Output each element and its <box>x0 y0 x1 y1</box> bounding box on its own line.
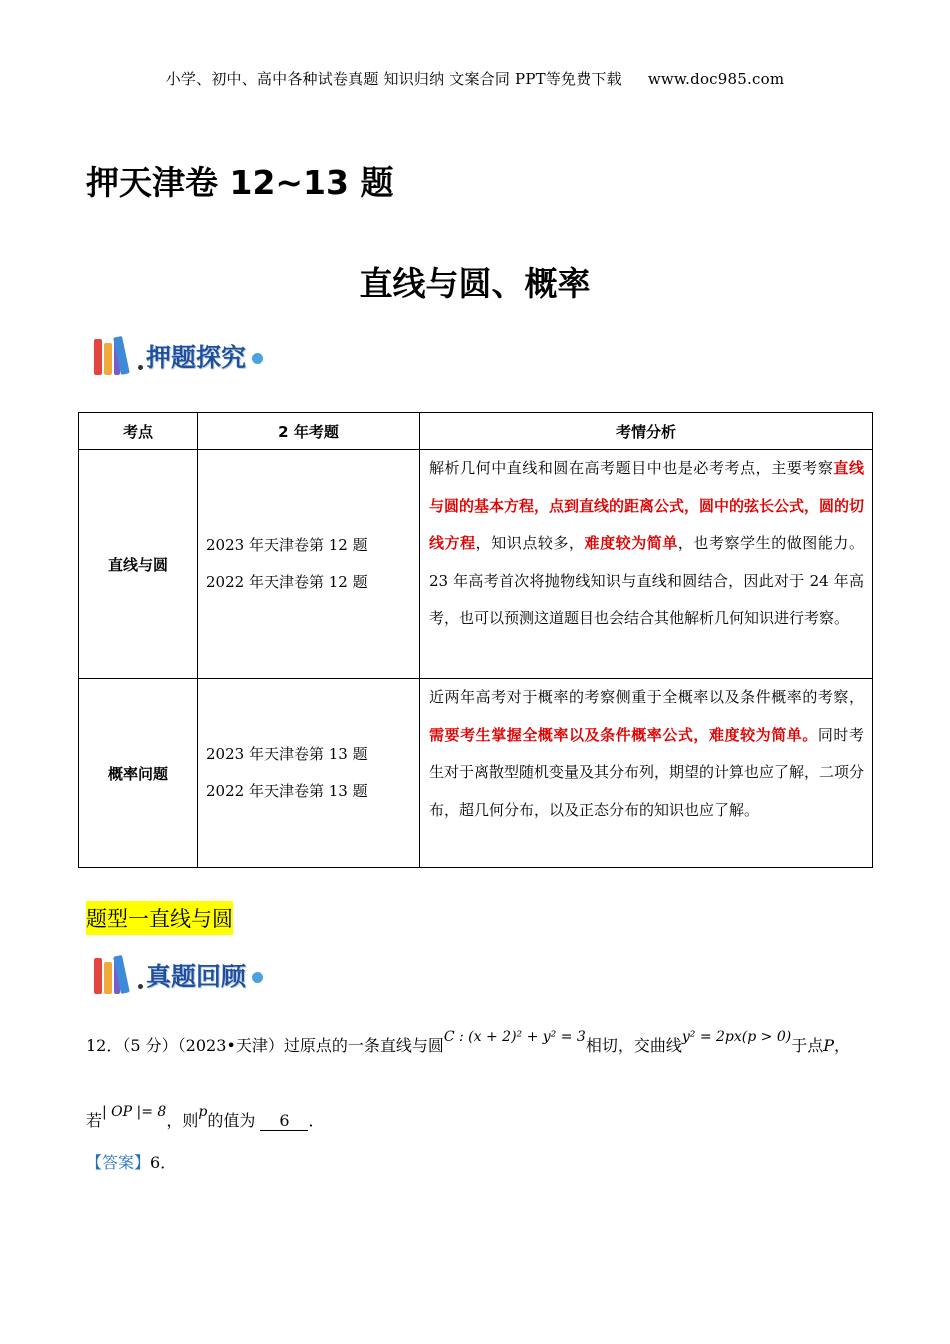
answer-label: 【答案】 <box>86 1153 151 1172</box>
site-header-text: 小学、初中、高中各种试卷真题 知识归纳 文案合同 PPT等免费下载 <box>165 70 622 88</box>
year-item: 2023 年天津卷第 13 题 <box>206 745 368 763</box>
table-row <box>79 679 873 868</box>
year-item: 2022 年天津卷第 13 题 <box>206 782 368 800</box>
analysis-emphasis: 难度较为简单 <box>584 534 678 552</box>
site-header <box>0 68 950 89</box>
question-text: 过原点的一条直线与圆 <box>283 1036 444 1055</box>
analysis-text: 近两年高考对于概率的考察侧重于全概率以及条件概率的考察， <box>429 688 864 706</box>
years-cell <box>198 450 420 679</box>
books-icon <box>92 335 134 377</box>
analysis-text: 解析几何中直线和圆在高考题目中也是必考考点，主要考察 <box>429 459 834 477</box>
explore-banner-label: 押题探究 <box>146 343 247 372</box>
question-text: 的值为 <box>207 1111 256 1130</box>
p-variable: p <box>198 1104 208 1120</box>
circle-equation: C : (x + 2)² + y² = 3 <box>443 1029 586 1045</box>
page-subtitle: 直线与圆、概率 <box>359 264 591 303</box>
topic-cell: 直线与圆 <box>79 450 198 679</box>
year-item: 2022 年天津卷第 12 题 <box>206 573 368 591</box>
years-cell <box>198 679 420 868</box>
analysis-text: ，知识点较多， <box>475 534 585 552</box>
question-text: ，则 <box>166 1111 199 1130</box>
answer-line <box>86 1150 176 1173</box>
question-end: ． <box>308 1111 325 1130</box>
op-equation: | OP |= 8 <box>102 1104 167 1120</box>
year-item: 2023 年天津卷第 12 题 <box>206 536 368 554</box>
review-banner-label: 真题回顾 <box>146 962 247 991</box>
analysis-text: 同时考生对于离散型随机变量及其分布列，期望的计算也应了解，二项分布，超几何分布，以及正态分布的知识也应了解。 <box>429 725 865 819</box>
analysis-emphasis: 直线与圆的基本方程，点到直线的距离公式，圆中的弦长公式，圆的切线方程 <box>429 459 865 552</box>
explore-banner <box>92 334 263 378</box>
question-source: （2023•天津） <box>177 1036 284 1055</box>
question-line-2 <box>86 1104 325 1131</box>
table-header: 2 年考题 <box>198 413 420 450</box>
site-url[interactable]: www.doc985.com <box>647 70 785 88</box>
topics-table <box>78 412 873 868</box>
topic-cell: 概率问题 <box>79 679 198 868</box>
point-label: P <box>823 1036 834 1055</box>
analysis-emphasis: 需要考生掌握全概率以及条件概率公式，难度较为简单。 <box>429 725 818 744</box>
table-row <box>79 450 873 679</box>
analysis-text: ，也考察学生的做图能力。23 年高考首次将抛物线知识与直线和圆结合，因此对于 24 年高考，也可以预测这道题目也会结合其他解析几何知识进行考察。 <box>429 534 864 627</box>
table-header: 考点 <box>79 413 198 450</box>
review-banner <box>92 953 263 997</box>
answer-value: 6． <box>150 1153 177 1172</box>
question-score: （5 分） <box>122 1036 178 1055</box>
page-title: 押天津卷 12~13 题 <box>86 163 394 202</box>
question-comma: ， <box>833 1036 850 1055</box>
analysis-cell <box>420 450 873 679</box>
question-number: 12． <box>86 1036 123 1055</box>
question-line-1 <box>86 1029 876 1056</box>
banner-dot-icon <box>252 353 263 364</box>
table-header-row <box>79 413 873 450</box>
question-text: 相切，交曲线 <box>585 1036 682 1055</box>
question-text: 于点 <box>791 1036 824 1055</box>
question-text: 若 <box>86 1111 103 1130</box>
curve-equation: y² = 2px(p > 0) <box>681 1029 792 1045</box>
analysis-cell <box>420 679 873 868</box>
section-heading: 题型一直线与圆 <box>86 901 233 935</box>
answer-blank: 6 <box>260 1112 308 1131</box>
table-header: 考情分析 <box>420 413 873 450</box>
banner-dot-icon <box>252 972 263 983</box>
books-icon <box>92 954 134 996</box>
